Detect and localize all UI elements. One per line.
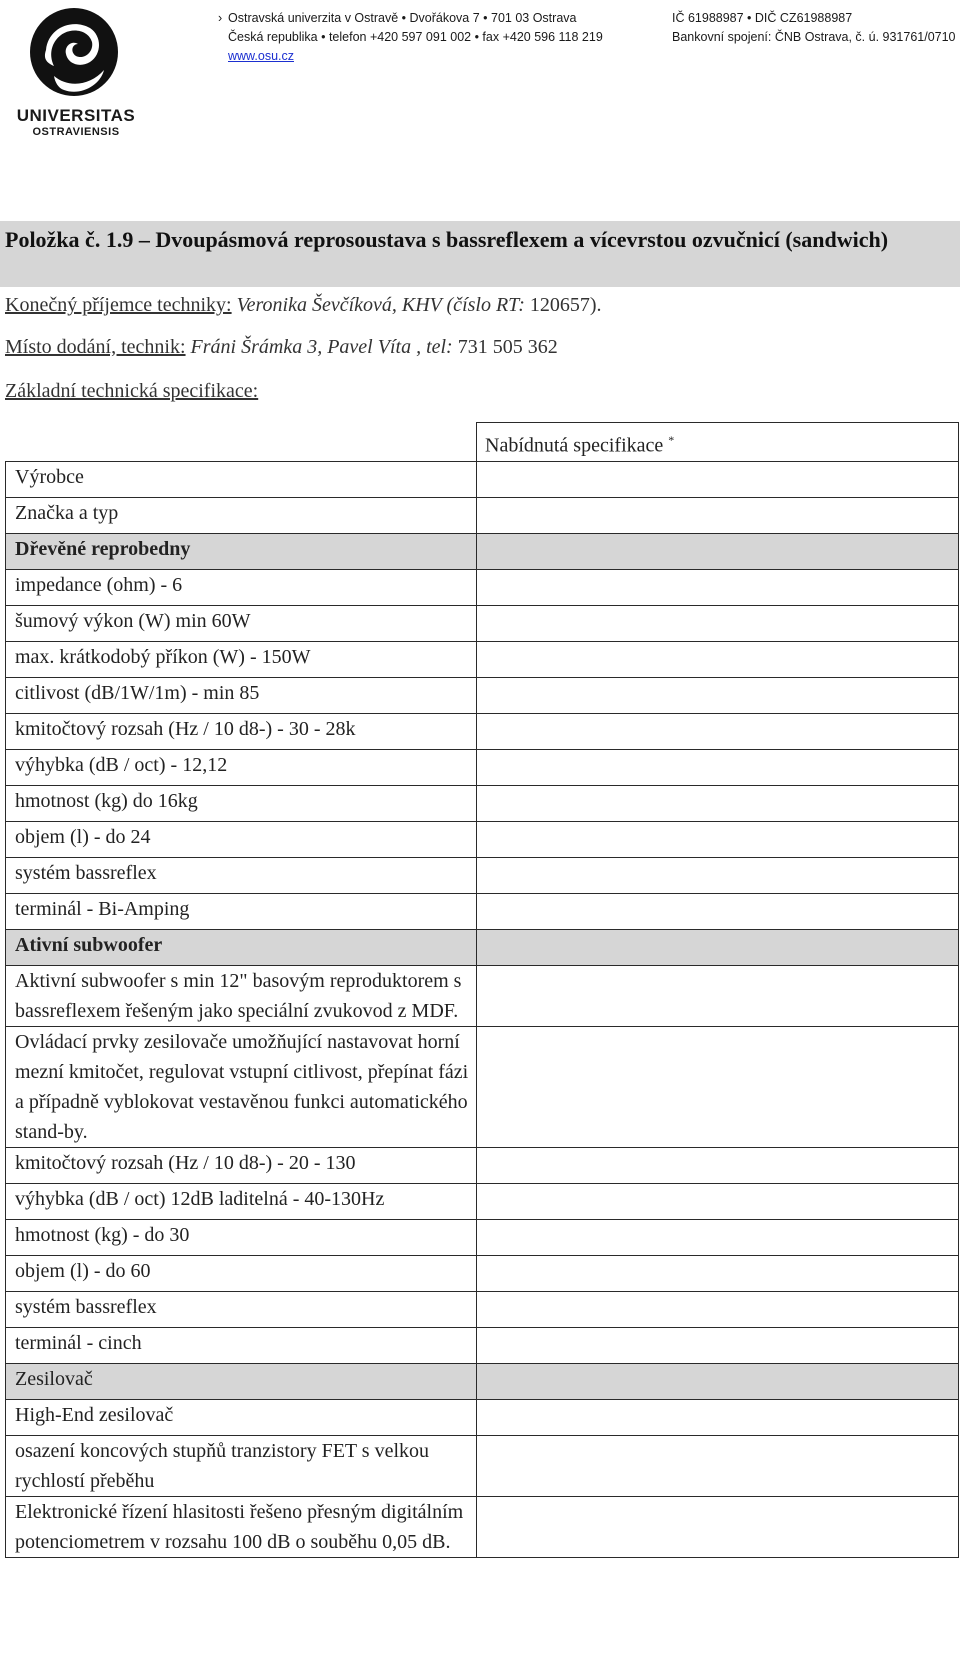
- table-row: [6, 893, 959, 929]
- table-row: [6, 1291, 959, 1327]
- logo-subtitle: OSTRAVIENSIS: [32, 126, 120, 138]
- requirement-cell: Elektronické řízení hlasitosti řešeno přesným digitálním potenciometrem v rozsahu 100 dB o souběhu 0,05 dB.: [6, 1496, 477, 1557]
- requirement-cell: hmotnost (kg) do 16kg: [6, 785, 477, 821]
- offered-value-cell[interactable]: [477, 749, 959, 785]
- offered-value-cell[interactable]: [477, 929, 959, 965]
- table-row: [6, 569, 959, 605]
- table-row: [6, 1147, 959, 1183]
- requirement-cell: objem (l) - do 60: [6, 1255, 477, 1291]
- offered-value-cell[interactable]: [477, 713, 959, 749]
- requirement-cell: výhybka (dB / oct) - 12,12: [6, 749, 477, 785]
- delivery-phone: 731 505 362: [452, 336, 558, 358]
- offered-value-cell[interactable]: [477, 1363, 959, 1399]
- offered-value-cell[interactable]: [477, 1291, 959, 1327]
- table-row: [6, 713, 959, 749]
- recipient-number: 120657).: [524, 294, 602, 316]
- offered-value-cell[interactable]: [477, 1219, 959, 1255]
- offered-value-cell[interactable]: [477, 677, 959, 713]
- offered-value-cell[interactable]: [477, 497, 959, 533]
- requirement-cell: objem (l) - do 24: [6, 821, 477, 857]
- letterhead-address: [218, 9, 603, 66]
- specification-table: [5, 422, 959, 1558]
- address-line-1: Ostravská univerzita v Ostravě • Dvořákova 7 • 701 03 Ostrava: [228, 11, 577, 25]
- table-row: [6, 785, 959, 821]
- item-title-bar: [0, 221, 960, 287]
- item-title: Položka č. 1.9 – Dvoupásmová reprosoustava s bassreflexem a vícevrstou ozvučnicí (sandwich): [5, 227, 889, 252]
- requirement-cell: Aktivní subwoofer s min 12" basovým reproduktorem s bassreflexem řešeným jako speciální zvukovod z MDF.: [6, 965, 477, 1026]
- university-emblem-icon: [28, 6, 120, 106]
- requirement-cell: terminál - Bi-Amping: [6, 893, 477, 929]
- table-row: [6, 677, 959, 713]
- offered-value-cell[interactable]: [477, 605, 959, 641]
- requirement-cell: systém bassreflex: [6, 857, 477, 893]
- table-row: [6, 1399, 959, 1435]
- requirement-cell: Ovládací prvky zesilovače umožňující nastavovat horní mezní kmitočet, regulovat vstupní citlivost, přepínat fázi a případně vyblokovat vestavěnou funkci automatického stand-by.: [6, 1026, 477, 1147]
- table-row: [6, 821, 959, 857]
- offered-value-cell[interactable]: [477, 1255, 959, 1291]
- offered-value-cell[interactable]: [477, 1399, 959, 1435]
- recipient-label: Konečný příjemce techniky:: [5, 294, 232, 316]
- requirement-cell: kmitočtový rozsah (Hz / 10 d8-) - 30 - 28k: [6, 713, 477, 749]
- tax-id-line: IČ 61988987 • DIČ CZ61988987: [672, 11, 853, 25]
- table-row: [6, 749, 959, 785]
- bank-line: Bankovní spojení: ČNB Ostrava, č. ú. 931761/0710: [672, 30, 956, 44]
- offered-value-cell[interactable]: [477, 1435, 959, 1496]
- table-row: [6, 1026, 959, 1147]
- requirement-cell: kmitočtový rozsah (Hz / 10 d8-) - 20 - 130: [6, 1147, 477, 1183]
- offered-value-cell[interactable]: [477, 533, 959, 569]
- address-line-2: Česká republika • telefon +420 597 091 002 • fax +420 596 118 219: [228, 30, 603, 44]
- offered-value-cell[interactable]: [477, 1026, 959, 1147]
- table-row: [6, 641, 959, 677]
- table-section-row: [6, 533, 959, 569]
- section-heading-cell: Dřevěné reprobedny: [6, 533, 477, 569]
- recipient-value: Veronika Ševčíková, KHV (číslo RT:: [236, 294, 525, 316]
- requirement-cell: výhybka (dB / oct) 12dB laditelná - 40-130Hz: [6, 1183, 477, 1219]
- offered-value-cell[interactable]: [477, 1183, 959, 1219]
- offered-value-cell[interactable]: [477, 857, 959, 893]
- letterhead-bank-info: [672, 9, 956, 47]
- table-header-row: [6, 423, 959, 462]
- offered-value-cell[interactable]: [477, 893, 959, 929]
- offered-value-cell[interactable]: [477, 569, 959, 605]
- table-row: [6, 1183, 959, 1219]
- requirement-cell: terminál - cinch: [6, 1327, 477, 1363]
- requirement-cell: Značka a typ: [6, 497, 477, 533]
- table-row: [6, 1496, 959, 1557]
- requirement-cell: hmotnost (kg) - do 30: [6, 1219, 477, 1255]
- offered-value-cell[interactable]: [477, 461, 959, 497]
- offered-value-cell[interactable]: [477, 965, 959, 1026]
- offered-value-cell[interactable]: [477, 1327, 959, 1363]
- requirement-cell: šumový výkon (W) min 60W: [6, 605, 477, 641]
- requirement-cell: osazení koncových stupňů tranzistory FET s velkou rychlostí přeběhu: [6, 1435, 477, 1496]
- university-logo: [8, 6, 136, 156]
- table-row: [6, 1219, 959, 1255]
- bullet-arrow-icon: ›: [218, 11, 223, 25]
- delivery-value: Fráni Šrámka 3, Pavel Víta , tel:: [190, 336, 453, 358]
- table-row: [6, 461, 959, 497]
- delivery-label: Místo dodání, technik:: [5, 336, 186, 358]
- table-row: [6, 1327, 959, 1363]
- table-section-row: [6, 929, 959, 965]
- offered-spec-footnote-mark: *: [668, 433, 675, 447]
- requirement-cell: systém bassreflex: [6, 1291, 477, 1327]
- section-heading-cell: Zesilovač: [6, 1363, 477, 1399]
- requirement-cell: max. krátkodobý příkon (W) - 150W: [6, 641, 477, 677]
- requirement-cell: Výrobce: [6, 461, 477, 497]
- requirement-cell: High-End zesilovač: [6, 1399, 477, 1435]
- table-row: [6, 965, 959, 1026]
- offered-value-cell[interactable]: [477, 821, 959, 857]
- offered-value-cell[interactable]: [477, 785, 959, 821]
- delivery-line: [5, 336, 558, 359]
- offered-value-cell[interactable]: [477, 641, 959, 677]
- offered-value-cell[interactable]: [477, 1496, 959, 1557]
- requirement-cell: impedance (ohm) - 6: [6, 569, 477, 605]
- table-row: [6, 1255, 959, 1291]
- logo-wordmark: UNIVERSITAS: [16, 106, 136, 125]
- requirement-cell: citlivost (dB/1W/1m) - min 85: [6, 677, 477, 713]
- offered-value-cell[interactable]: [477, 1147, 959, 1183]
- table-row: [6, 497, 959, 533]
- table-header-blank-cell: [6, 423, 477, 462]
- table-section-row: [6, 1363, 959, 1399]
- table-row: [6, 857, 959, 893]
- website-link[interactable]: www.osu.cz: [228, 49, 294, 63]
- basic-spec-line: [5, 380, 258, 403]
- offered-spec-header: [477, 423, 959, 462]
- section-heading-cell: Ativní subwoofer: [6, 929, 477, 965]
- offered-spec-header-label: Nabídnutá specifikace: [485, 434, 664, 457]
- table-row: [6, 605, 959, 641]
- basic-spec-label: Základní technická specifikace:: [5, 380, 259, 402]
- recipient-line: [5, 294, 602, 317]
- table-row: [6, 1435, 959, 1496]
